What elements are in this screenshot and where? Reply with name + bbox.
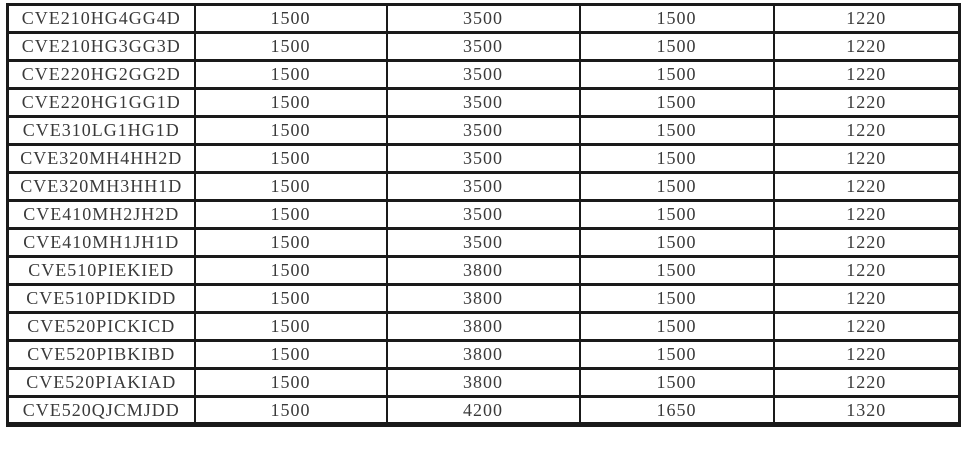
value-cell: 1500 xyxy=(580,285,774,313)
value-cell: 1500 xyxy=(580,173,774,201)
value-cell: 3500 xyxy=(387,145,580,173)
value-cell: 1220 xyxy=(774,257,960,285)
table-row xyxy=(8,341,960,369)
table-row xyxy=(8,369,960,397)
value-cell: 1500 xyxy=(580,313,774,341)
value-cell: 1320 xyxy=(774,397,960,425)
table-row xyxy=(8,201,960,229)
table-row xyxy=(8,313,960,341)
value-cell: 1500 xyxy=(195,173,387,201)
value-cell: 1500 xyxy=(195,229,387,257)
value-cell: 1500 xyxy=(195,89,387,117)
value-cell: 1500 xyxy=(195,257,387,285)
value-cell: 1650 xyxy=(580,397,774,425)
table-row xyxy=(8,5,960,33)
value-cell: 1500 xyxy=(580,89,774,117)
value-cell: 1500 xyxy=(195,201,387,229)
model-code-cell: CVE510PIDKIDD xyxy=(8,285,195,313)
model-code-cell: CVE310LG1HG1D xyxy=(8,117,195,145)
spec-table xyxy=(6,3,961,427)
table-row xyxy=(8,117,960,145)
table-row xyxy=(8,61,960,89)
value-cell: 1500 xyxy=(195,117,387,145)
value-cell: 1500 xyxy=(580,341,774,369)
value-cell: 1220 xyxy=(774,5,960,33)
value-cell: 1500 xyxy=(580,61,774,89)
value-cell: 1220 xyxy=(774,173,960,201)
table-row xyxy=(8,89,960,117)
value-cell: 1220 xyxy=(774,145,960,173)
value-cell: 1220 xyxy=(774,369,960,397)
value-cell: 1500 xyxy=(195,341,387,369)
value-cell: 3500 xyxy=(387,33,580,61)
model-code-cell: CVE220HG1GG1D xyxy=(8,89,195,117)
value-cell: 3800 xyxy=(387,257,580,285)
model-code-cell: CVE220HG2GG2D xyxy=(8,61,195,89)
table-row xyxy=(8,173,960,201)
value-cell: 1500 xyxy=(580,229,774,257)
value-cell: 1220 xyxy=(774,201,960,229)
table-row xyxy=(8,229,960,257)
model-code-cell: CVE210HG4GG4D xyxy=(8,5,195,33)
model-code-cell: CVE320MH4HH2D xyxy=(8,145,195,173)
value-cell: 1500 xyxy=(195,313,387,341)
value-cell: 1220 xyxy=(774,285,960,313)
value-cell: 3500 xyxy=(387,229,580,257)
model-code-cell: CVE410MH1JH1D xyxy=(8,229,195,257)
value-cell: 4200 xyxy=(387,397,580,425)
spec-table-container xyxy=(6,3,961,427)
model-code-cell: CVE410MH2JH2D xyxy=(8,201,195,229)
value-cell: 1500 xyxy=(195,285,387,313)
model-code-cell: CVE210HG3GG3D xyxy=(8,33,195,61)
value-cell: 3500 xyxy=(387,89,580,117)
table-row xyxy=(8,397,960,425)
value-cell: 1220 xyxy=(774,89,960,117)
value-cell: 1500 xyxy=(580,33,774,61)
model-code-cell: CVE520PICKICD xyxy=(8,313,195,341)
value-cell: 3800 xyxy=(387,285,580,313)
value-cell: 1220 xyxy=(774,229,960,257)
model-code-cell: CVE320MH3HH1D xyxy=(8,173,195,201)
value-cell: 3500 xyxy=(387,117,580,145)
model-code-cell: CVE520QJCMJDD xyxy=(8,397,195,425)
value-cell: 1220 xyxy=(774,341,960,369)
model-code-cell: CVE520PIBKIBD xyxy=(8,341,195,369)
spec-table-body xyxy=(8,5,960,425)
value-cell: 1500 xyxy=(580,201,774,229)
value-cell: 3800 xyxy=(387,369,580,397)
model-code-cell: CVE510PIEKIED xyxy=(8,257,195,285)
value-cell: 3800 xyxy=(387,313,580,341)
value-cell: 3800 xyxy=(387,341,580,369)
value-cell: 1500 xyxy=(195,33,387,61)
value-cell: 1500 xyxy=(195,369,387,397)
value-cell: 1500 xyxy=(195,397,387,425)
value-cell: 3500 xyxy=(387,61,580,89)
value-cell: 1500 xyxy=(580,117,774,145)
value-cell: 1500 xyxy=(195,5,387,33)
value-cell: 1220 xyxy=(774,33,960,61)
table-row xyxy=(8,285,960,313)
value-cell: 1220 xyxy=(774,61,960,89)
value-cell: 3500 xyxy=(387,5,580,33)
value-cell: 1220 xyxy=(774,117,960,145)
value-cell: 3500 xyxy=(387,201,580,229)
value-cell: 1500 xyxy=(580,257,774,285)
value-cell: 1500 xyxy=(580,369,774,397)
value-cell: 1500 xyxy=(195,61,387,89)
value-cell: 1220 xyxy=(774,313,960,341)
model-code-cell: CVE520PIAKIAD xyxy=(8,369,195,397)
value-cell: 1500 xyxy=(580,5,774,33)
value-cell: 1500 xyxy=(580,145,774,173)
table-row xyxy=(8,145,960,173)
table-row xyxy=(8,33,960,61)
value-cell: 1500 xyxy=(195,145,387,173)
table-row xyxy=(8,257,960,285)
value-cell: 3500 xyxy=(387,173,580,201)
